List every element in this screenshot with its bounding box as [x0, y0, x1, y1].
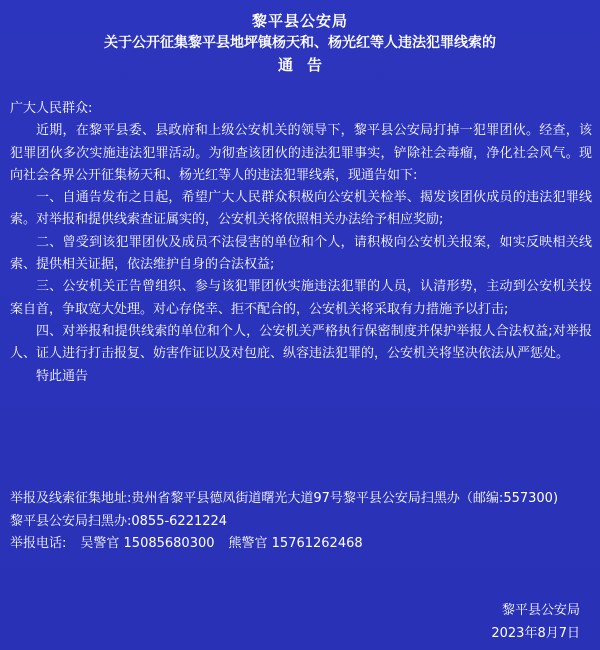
issuer-title: 黎平县公安局 [251, 12, 348, 30]
notice-body [10, 98, 592, 388]
signature-block [491, 599, 580, 645]
office-phone-line [10, 511, 592, 534]
paragraph-item-2: 二、曾受到该犯罪团伙及成员不法侵害的单位和个人，请积极向公安机关报案，如实反映相关线索、提供相关证据，依法维护自身的合法权益; [10, 234, 592, 273]
doc-type-title: 通告 [277, 56, 336, 74]
paragraph-item-3: 三、公安机关正告曾组织、参与该犯罪团伙实施违法犯罪的人员，认清形势，主动到公安机关投案自首，争取宽大处理。对心存侥幸、拒不配合的，公安机关将采取有力措施予以打击; [10, 279, 592, 317]
salutation: 广大人民群众: [10, 101, 93, 116]
subject-title: 关于公开征集黎平县地坪镇杨天和、杨光红等人违法犯罪线索的 [104, 35, 496, 51]
office-phone-value: 0855-6221224 [131, 513, 228, 529]
closing-phrase: 特此通告 [36, 368, 89, 384]
notice-header [0, 10, 600, 76]
signature-date: 2023年8月7日 [491, 626, 580, 641]
officer-1-contact: 吴警官 15085680300 [80, 536, 215, 551]
office-phone-label: 黎平县公安局扫黑办: [10, 513, 132, 529]
signature-org: 黎平县公安局 [501, 603, 580, 618]
address-line [10, 488, 592, 511]
officer-2-contact: 熊警官 15761262468 [228, 536, 363, 551]
hotline-label: 举报电话: [10, 536, 67, 551]
contact-info [10, 488, 592, 556]
address-label: 举报及线索征集地址: [10, 491, 132, 506]
address-value: 贵州省黎平县德凤街道曙光大道97号黎平县公安局扫黑办（邮编:557300) [131, 491, 559, 506]
hotline-line [10, 533, 592, 556]
paragraph-intro: 近期，在黎平县委、县政府和上级公安机关的领导下，黎平县公安局打掉一犯罪团伙。经查，该犯罪团伙多次实施违法犯罪活动。为彻查该团伙的违法犯罪事实，铲除社会毒瘤，净化社会风气。现向社会各界公开征集杨天和、杨光红等人的违法犯罪线索，现通告如下: [10, 123, 592, 183]
paragraph-item-1: 一、自通告发布之日起，希望广大人民群众积极向公安机关检举、揭发该团伙成员的违法犯罪线索。对举报和提供线索查证属实的，公安机关将依照相关办法给予相应奖励; [10, 190, 592, 228]
paragraph-item-4: 四、对举报和提供线索的单位和个人，公安机关严格执行保密制度并保护举报人合法权益;对举报人、证人进行打击报复、妨害作证以及对包庇、纵容违法犯罪的，公安机关将坚决依法从严惩处。 [10, 323, 592, 362]
